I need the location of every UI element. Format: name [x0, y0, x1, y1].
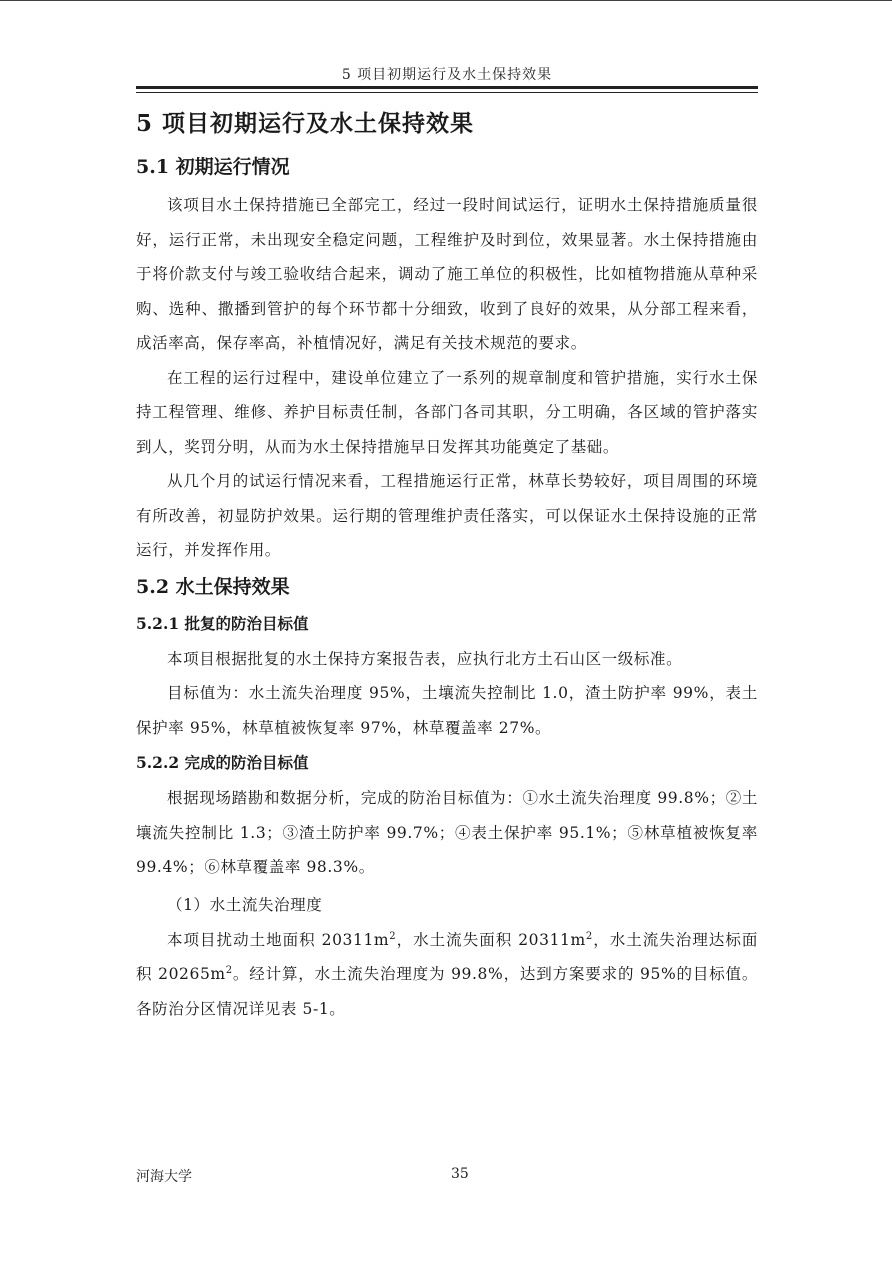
subsection-5-2-2-heading: 5.2.2 完成的防治目标值	[136, 753, 309, 772]
subsection-5-2-1-heading: 5.2.1 批复的防治目标值	[136, 613, 309, 633]
paragraph	[136, 923, 758, 1027]
section-5-2-heading: 5.2 水土保持效果	[136, 575, 290, 598]
superscript: 2	[225, 965, 233, 976]
text-run: 本项目扰动土地面积 20311m	[167, 930, 390, 949]
footer-institution: 河海大学	[136, 1169, 192, 1185]
chapter-title: 5 项目初期运行及水土保持效果	[136, 110, 475, 137]
paragraph: 目标值为：水土流失治理度 95%，土壤流失控制比 1.0，渣土防护率 99%，表土保护率 95%，林草植被恢复率 97%，林草覆盖率 27%。	[136, 684, 758, 737]
paragraph: 在工程的运行过程中，建设单位建立了一系列的规章制度和管护措施，实行水土保持工程管理、维修、养护目标责任制，各部门各司其职，分工明确，各区域的管护落实到人，奖罚分明，从而为水土保持措施早日发挥其功能奠定了基础。	[136, 368, 758, 456]
paragraph: 该项目水土保持措施已全部完工，经过一段时间试运行，证明水土保持措施质量很好，运行正常，未出现安全稳定问题，工程维护及时到位，效果显著。水土保持措施由于将价款支付与竣工验收结合起来，调动了施工单位的积极性，比如植物措施从草种采购、选种、撒播到管护的每个环节都十分细致，收到了良好的效果，从分部工程来看，成活率高，保存率高，补植情况好，满足有关技术规范的要求。	[136, 196, 758, 352]
text-run: ，水土流失治理达标面积 20265m	[136, 930, 758, 983]
paragraph: 从几个月的试运行情况来看，工程措施运行正常，林草长势较好，项目周围的环境有所改善，初显防护效果。运行期的管理维护责任落实，可以保证水土保持设施的正常运行，并发挥作用。	[136, 472, 758, 559]
top-edge-line	[0, 0, 892, 1]
paragraph: 根据现场踏勘和数据分析，完成的防治目标值为：①水土流失治理度 99.8%；②土壤流失控制比 1.3；③渣土防护率 99.7%；④表土保护率 95.1%；⑤林草植被恢复率 99.4%；⑥林草覆盖率 98.3%。	[136, 789, 758, 876]
text-run: 。经计算，水土流失治理度为 99.8%，达到方案要求的 95%的目标值。各防治分区情况详见表 5-1。	[136, 965, 758, 1018]
page-content	[136, 104, 758, 1026]
section-5-1-heading: 5.1 初期运行情况	[136, 156, 290, 178]
paragraph: 本项目根据批复的水土保持方案报告表，应执行北方土石山区一级标准。	[167, 649, 683, 668]
item-heading: （1）水土流失治理度	[167, 895, 323, 914]
running-header: 5 项目初期运行及水土保持效果	[341, 67, 553, 83]
text-run: ，水土流失面积 20311m	[396, 930, 586, 949]
superscript: 2	[585, 930, 593, 942]
header-thin-rule	[136, 92, 758, 93]
header-thick-rule	[136, 86, 758, 89]
page-number: 35	[451, 1166, 469, 1182]
superscript: 2	[389, 930, 397, 942]
